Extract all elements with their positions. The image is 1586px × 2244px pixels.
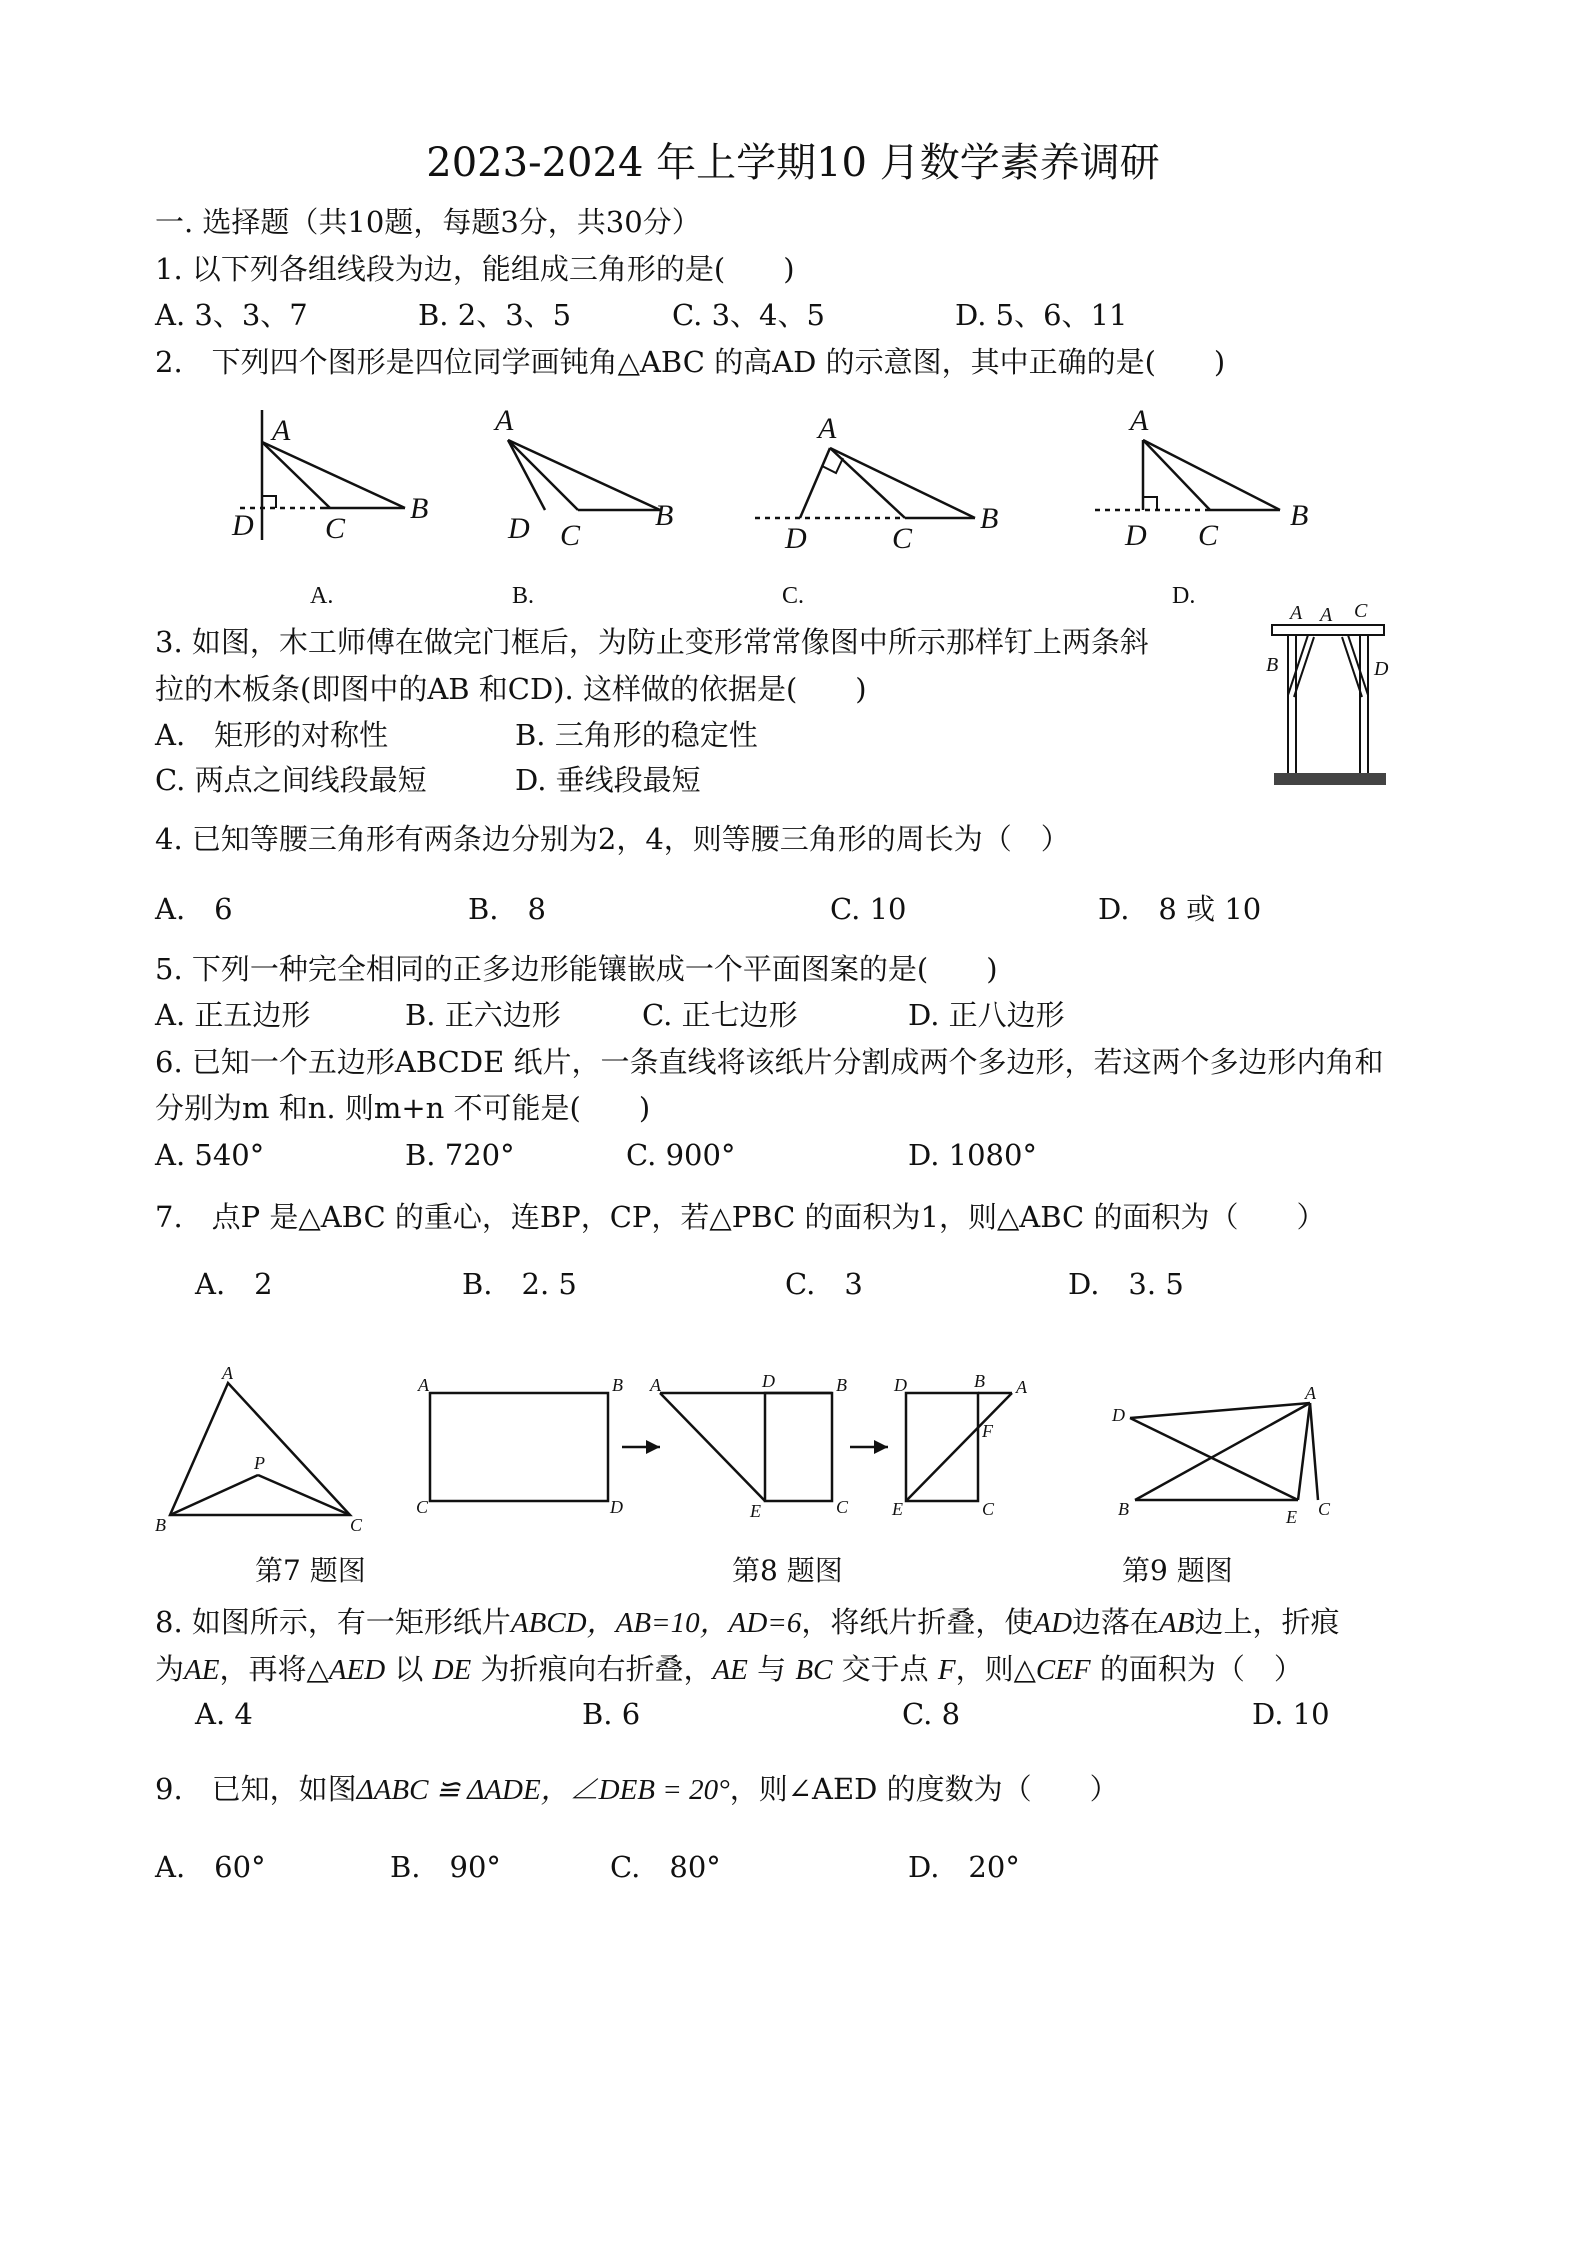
q8-r3-label-a: A [1016, 1377, 1027, 1397]
q1-option-c: C. 3、4、5 [672, 298, 825, 332]
q4-option-c: C. 10 [830, 892, 907, 926]
q2b-label-d: D [508, 512, 530, 545]
q7-option-d: D. 3. 5 [1068, 1267, 1184, 1301]
q8-r2-label-c: C [836, 1497, 849, 1517]
q8-r3-label-d: D [894, 1375, 907, 1395]
q2c-label-d: D [785, 522, 807, 555]
q1-option-d: D. 5、6、11 [955, 298, 1128, 332]
q8-r1-label-b: B [612, 1375, 623, 1395]
q3-label-b: B [1266, 654, 1279, 676]
q2d-label-d: D [1125, 519, 1147, 552]
q6-stem-line2: 分别为m 和n. 则m+n 不可能是( ) [155, 1091, 651, 1125]
page-title: 2023-2024 年上学期10 月数学素养调研 [426, 140, 1160, 186]
q9-label-e: E [1286, 1507, 1297, 1527]
q3-stem-line1: 3. 如图，木工师傅在做完门框后，为防止变形常常像图中所示那样钉上两条斜 [155, 625, 1149, 659]
q2d-label-a: A [1130, 404, 1149, 437]
q4-stem: 4. 已知等腰三角形有两条边分别为2，4，则等腰三角形的周长为（ ） [155, 822, 1070, 856]
q2a-label-a: A [272, 414, 291, 447]
q8-r2-label-b: B [836, 1375, 847, 1395]
q6-option-b: B. 720° [405, 1138, 515, 1172]
q6-option-a: A. 540° [155, 1138, 265, 1172]
q8-stem-line2: 为AE，再将△AED 以 DE 为折痕向右折叠，AE 与 BC 交于点 F，则△CEF 的面积为（ ） [155, 1652, 1303, 1686]
q4-option-d: D. 8 或 10 [1098, 892, 1262, 926]
q9-option-d: D. 20° [908, 1850, 1020, 1884]
fig8-caption: 第8 题图 [732, 1554, 843, 1587]
q8-r2-label-d: D [762, 1371, 775, 1391]
q2-fig-label-c: C. [782, 583, 805, 609]
q2-figures [0, 400, 1586, 580]
q7-option-a: A. 2 [195, 1267, 273, 1301]
q5-option-b: B. 正六边形 [405, 998, 561, 1032]
q2b-label-b: B [655, 499, 674, 532]
q7-stem: 7. 点P 是△ABC 的重心，连BP，CP，若△PBC 的面积为1，则△ABC 的面积为（ ） [155, 1200, 1326, 1234]
q5-option-d: D. 正八边形 [908, 998, 1065, 1032]
fig7-caption: 第7 题图 [255, 1554, 366, 1587]
q9-stem: 9. 已知，如图ΔABC ≌ ΔADE，∠DEB = 20°，则∠AED 的度数为（ ） [155, 1772, 1119, 1806]
q2c-label-c: C [892, 522, 913, 555]
q2a-label-b: B [410, 492, 429, 525]
q5-option-c: C. 正七边形 [642, 998, 798, 1032]
q4-option-b: B. 8 [468, 892, 546, 926]
q3-option-d: D. 垂线段最短 [515, 763, 701, 797]
q8-option-b: B. 6 [582, 1697, 641, 1731]
q7-label-a: A [222, 1363, 233, 1383]
q3-option-c: C. 两点之间线段最短 [155, 763, 427, 797]
q9-label-a: A [1305, 1383, 1316, 1403]
q8-r1-label-a: A [418, 1375, 429, 1395]
q6-stem-line1: 6. 已知一个五边形ABCDE 纸片，一条直线将该纸片分割成两个多边形，若这两个多边形内角和 [155, 1045, 1384, 1079]
q3-label-a: A [1290, 602, 1303, 624]
q2a-label-d: D [232, 509, 254, 542]
q8-r2-label-a: A [650, 1375, 661, 1395]
q9-label-d: D [1112, 1405, 1125, 1425]
q8-r1-label-c: C [416, 1497, 429, 1517]
q7-option-b: B. 2. 5 [462, 1267, 577, 1301]
q3-option-b: B. 三角形的稳定性 [515, 718, 758, 752]
q6-option-d: D. 1080° [908, 1138, 1037, 1172]
q3-label-a2: A [1320, 604, 1333, 626]
q9-label-c: C [1318, 1499, 1331, 1519]
q2c-label-a: A [818, 412, 837, 445]
q2b-label-a: A [495, 404, 514, 437]
q7-label-p: P [254, 1453, 265, 1473]
q1-option-a: A. 3、3、7 [155, 298, 308, 332]
q3-label-d: D [1374, 658, 1389, 680]
section-heading: 一. 选择题（共10题，每题3分，共30分） [155, 205, 701, 239]
q2-fig-label-b: B. [512, 583, 535, 609]
q8-r3-label-f: F [982, 1421, 993, 1441]
q9-option-b: B. 90° [390, 1850, 501, 1884]
q8-stem-line1: 8. 如图所示，有一矩形纸片ABCD，AB=10，AD=6，将纸片折叠，使AD边落在AB边上，折痕 [155, 1605, 1340, 1639]
q6-option-c: C. 900° [626, 1138, 736, 1172]
q8-r3-label-e: E [892, 1499, 903, 1519]
q2a-label-c: C [325, 512, 346, 545]
q1-option-b: B. 2、3、5 [418, 298, 572, 332]
q7-option-c: C. 3 [785, 1267, 863, 1301]
q2-fig-label-a: A. [310, 583, 334, 609]
q7-label-b: B [155, 1515, 166, 1535]
q8-r3-label-b: B [974, 1371, 985, 1391]
q1-stem: 1. 以下列各组线段为边，能组成三角形的是( ) [155, 252, 795, 286]
q7-label-c: C [350, 1515, 363, 1535]
q9-option-a: A. 60° [155, 1850, 266, 1884]
q2d-label-b: B [1290, 499, 1309, 532]
q5-option-a: A. 正五边形 [155, 998, 311, 1032]
q5-stem: 5. 下列一种完全相同的正多边形能镶嵌成一个平面图案的是( ) [155, 952, 998, 986]
q2d-label-c: C [1198, 519, 1219, 552]
q4-option-a: A. 6 [155, 892, 233, 926]
q8-r1-label-d: D [610, 1497, 623, 1517]
q9-label-b: B [1118, 1499, 1129, 1519]
q9-option-c: C. 80° [610, 1850, 721, 1884]
q8-option-a: A. 4 [195, 1697, 253, 1731]
q3-option-a: A. 矩形的对称性 [155, 718, 389, 752]
q3-door-frame-figure [1260, 595, 1400, 795]
q3-stem-line2: 拉的木板条(即图中的AB 和CD). 这样做的依据是( ) [155, 672, 867, 706]
q8-option-d: D. 10 [1252, 1697, 1330, 1731]
q2c-label-b: B [980, 502, 999, 535]
q2-fig-label-d: D. [1172, 583, 1196, 609]
q8-option-c: C. 8 [902, 1697, 961, 1731]
q8-r2-label-e: E [750, 1501, 761, 1521]
q2-stem: 2. 下列四个图形是四位同学画钝角△ABC 的高AD 的示意图，其中正确的是( ) [155, 345, 1226, 379]
q2b-label-c: C [560, 519, 581, 552]
q8-r3-label-c: C [982, 1499, 995, 1519]
q7-q9-figures [0, 1365, 1586, 1535]
fig9-caption: 第9 题图 [1122, 1554, 1233, 1587]
q3-label-c: C [1354, 600, 1368, 622]
